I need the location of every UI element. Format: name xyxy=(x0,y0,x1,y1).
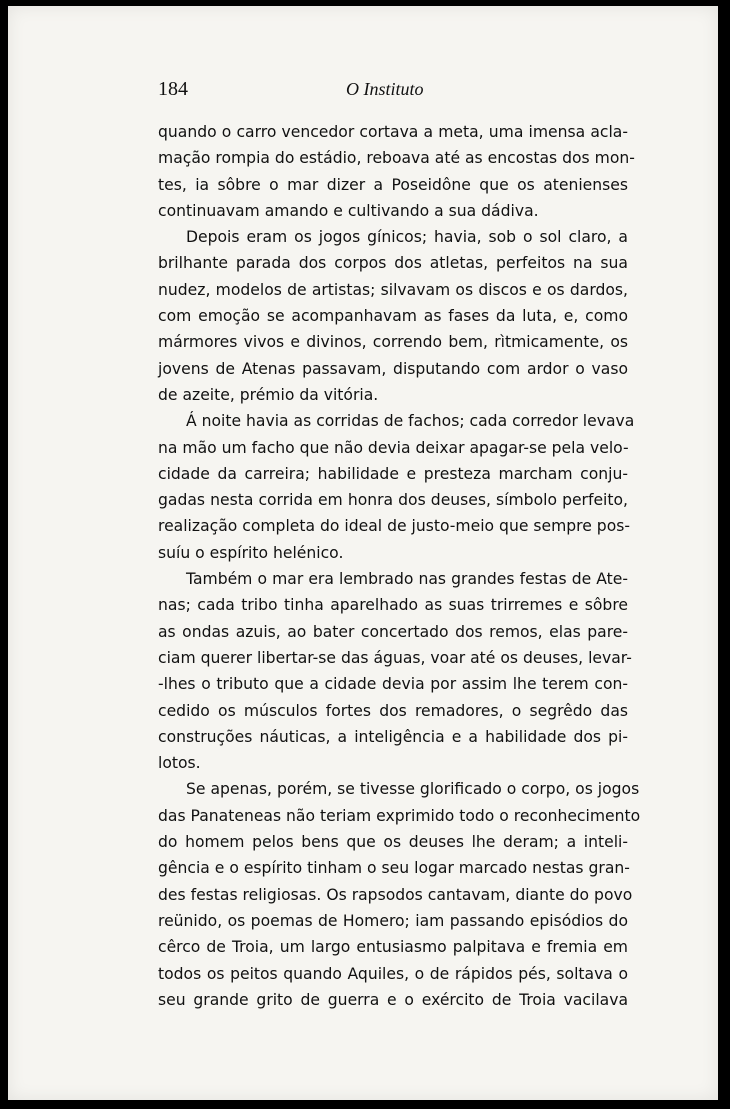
running-title: O Instituto xyxy=(346,79,424,99)
paragraph xyxy=(158,566,632,776)
text-line: suíu o espírito helénico. xyxy=(158,543,344,562)
text-line: do homem pelos bens que os deuses lhe deram; a inteli- xyxy=(158,833,628,852)
text-line: na mão um facho que não devia deixar apagar-se pela velo- xyxy=(158,438,629,457)
text-line: lotos. xyxy=(158,754,201,773)
paragraph xyxy=(158,408,635,566)
text-line: gadas nesta corrida em honra dos deuses, símbolo perfeito, xyxy=(158,491,628,510)
text-line: com emoção se acompanhavam as fases da luta, e, como xyxy=(158,307,628,326)
text-line: Também o mar era lembrado nas grandes festas de Ate- xyxy=(186,570,628,589)
text-line: das Panateneas não teriam exprimido todo o reconhecimento xyxy=(158,806,641,825)
text-line: Á noite havia as corridas de fachos; cada corredor levava xyxy=(186,412,635,431)
text-line: nudez, modelos de artistas; silvavam os discos e os dardos, xyxy=(158,280,628,299)
text-line: construções náuticas, a inteligência e a habilidade dos pi- xyxy=(158,727,628,746)
text-line: reünido, os poemas de Homero; iam passando episódios do xyxy=(158,911,628,930)
text-line: Depois eram os jogos gínicos; havia, sob o sol claro, a xyxy=(186,228,628,247)
text-line: todos os peitos quando Aquiles, o de rápidos pés, soltava o xyxy=(158,964,628,983)
paragraph xyxy=(158,776,641,1013)
text-line: mármores vivos e divinos, correndo bem, rìtmicamente, os xyxy=(158,333,628,352)
text-line: continuavam amando e cultivando a sua dádiva. xyxy=(158,201,539,220)
text-line: jovens de Atenas passavam, disputando com ardor o vaso xyxy=(158,359,628,378)
page-number: 184 xyxy=(158,78,188,100)
text-line: seu grande grito de guerra e o exército de Troia vacilava xyxy=(158,990,628,1009)
text-line: cidade da carreira; habilidade e presteza marcham conju- xyxy=(158,464,628,483)
text-line: mação rompia do estádio, reboava até as encostas dos mon- xyxy=(158,149,635,168)
text-line: -lhes o tributo que a cidade devia por assim lhe terem con- xyxy=(158,675,628,694)
paragraph xyxy=(158,224,628,408)
text-line: des festas religiosas. Os rapsodos cantavam, diante do povo xyxy=(158,885,633,904)
text-line: cêrco de Troia, um largo entusiasmo palpitava e fremia em xyxy=(158,938,628,957)
page-header xyxy=(158,78,628,102)
text-line: gência e o espírito tinham o seu logar marcado nestas gran- xyxy=(158,859,630,878)
text-line: realização completa do ideal de justo-meio que sempre pos- xyxy=(158,517,630,536)
text-line: tes, ia sôbre o mar dizer a Poseidône que os atenienses xyxy=(158,175,628,194)
text-line: as ondas azuis, ao bater concertado dos remos, elas pare- xyxy=(158,622,628,641)
paragraph xyxy=(158,119,635,224)
text-line: brilhante parada dos corpos dos atletas, perfeitos na sua xyxy=(158,254,628,273)
text-line: de azeite, prémio da vitória. xyxy=(158,385,379,404)
text-line: nas; cada tribo tinha aparelhado as suas trirremes e sôbre xyxy=(158,596,628,615)
text-line: quando o carro vencedor cortava a meta, uma imensa acla- xyxy=(158,123,628,141)
text-line: cedido os músculos fortes dos remadores, o segrêdo das xyxy=(158,701,628,720)
text-line: Se apenas, porém, se tivesse glorificado o corpo, os jogos xyxy=(186,780,640,799)
book-page xyxy=(8,6,718,1100)
text-line: ciam querer libertar-se das águas, voar até os deuses, levar- xyxy=(158,648,632,667)
body-text xyxy=(158,119,641,1013)
